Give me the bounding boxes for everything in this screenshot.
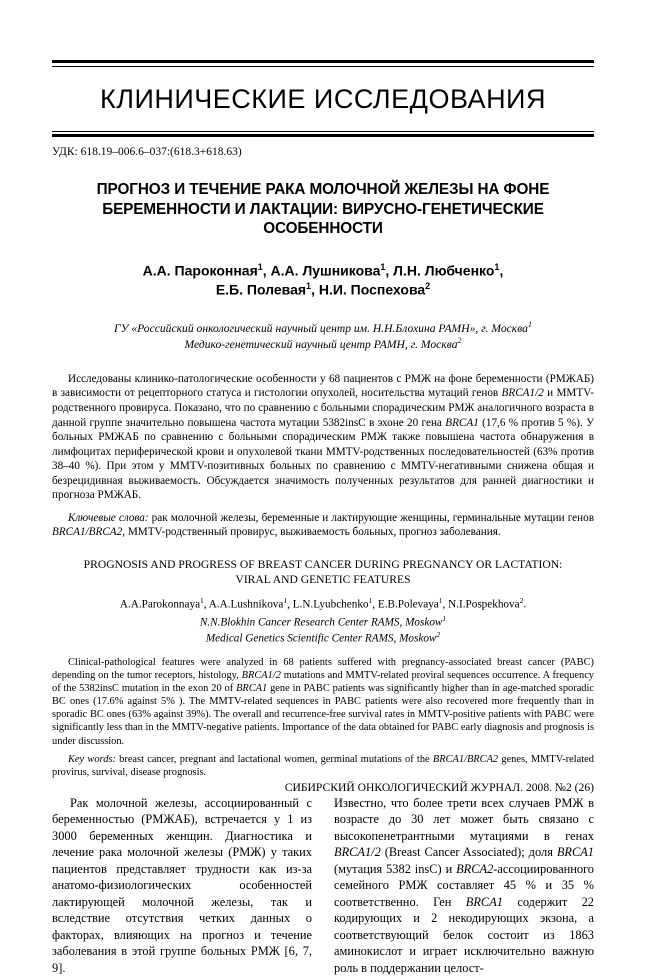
- abstract-russian: Исследованы клинико-патологические особенности у 68 пациентов с РМЖ на фоне беременности (РМЖАБ) в зависимости от рецепторного статуса и гистологии опухолей, носительства мутаций генов BRCA1/2 и MMTV-родственного провируса. Показано, что по сравнению с больными спорадическим РМЖ аналогичного возраста в данной группе значительно повышена частота мутации 5382insC в эхоне 20 гена BRCA1 (17,6 % против 5 %). У больных РМЖАБ по сравнению с больными спорадическим РМЖ также повышена частота обнаружения в лимфоцитах периферической крови и опухолевой ткани MMTV-родственных последовательностей (63% против 38–40 %). При этом у MMTV-позитивных больных по сравнению с MMTV-негативными снижена общая и безрецидивная выживаемость. Обсуждается значимость полученных результатов для ранней диагностики и прогноза РМЖАБ.: [52, 372, 594, 502]
- title-en-line-2: VIRAL AND GENETIC FEATURES: [235, 573, 411, 587]
- affiliation-line-2: Медико-генетический научный центр РАМН, г. Москва$^2$: [184, 336, 462, 352]
- article-title: ПРОГНОЗ И ТЕЧЕНИЕ РАКА МОЛОЧНОЙ ЖЕЛЕЗЫ НА ФОНЕ БЕРЕМЕННОСТИ И ЛАКТАЦИИ: ВИРУСНО-ГЕНЕТИЧЕСКИЕ ОСОБЕННОСТИ: [96, 181, 550, 238]
- authors-block: [52, 261, 594, 300]
- authors-english: A.A.Parokonnaya$^1$, A.A.Lushnikova$^1$, L.N.Lyubchenko$^1$, E.B.Polevaya$^1$, N.I.Pospekhova$^2$.: [119, 596, 527, 611]
- affiliation-block-ru: [52, 320, 594, 353]
- udc-code: УДК: 618.19–006.6–037:(618.3+618.63): [52, 146, 242, 158]
- authors-line-1: А.А. Пароконная$^1$, А.А. Лушникова$^1$, Л.Н. Любченко$^1$,: [142, 261, 504, 279]
- body-paragraph-left: Рак молочной железы, ассоциированный с беременностью (РМЖАБ), встречается у 1 из 3000 беременных женщин. Диагностика и лечение рака молочной железы (РМЖ) у таких пациентов представляет трудности как из-за анатомо-физиологических особенностей лактирующей молочной железы, так и вследствие отсутствия четких данных о факторах, влияющих на прогноз и течение заболевания в этой группе больных РМЖ [6, 7, 9].: [52, 795, 312, 975]
- keywords-english: Key words: breast cancer, pregnant and lactational women, germinal mutations of the BRCA1/BRCA2 genes, MMTV-related provirus, survival, disease prognosis.: [52, 753, 594, 778]
- body-paragraph-right: Известно, что более трети всех случаев РМЖ в возрасте до 30 лет может быть связано с высокопенетрантными мутациями в генах BRCA1/2 (Breast Cancer Associated); доля BRCA1 (мутация 5382 insC) и BRCA2-ассоциированного семейного РМЖ составляет 45 % и 35 % соответственно. Ген BRCA1 содержит 22 кодирующих и 2 некодирующих экзона, а соответствующий белок состоит из 1863 аминокислот и играет исключительно важную роль в поддержании целост-: [334, 795, 595, 975]
- top-rule-thin: [52, 66, 594, 67]
- body-columns: [52, 795, 594, 976]
- keywords-russian: Ключевые слова: рак молочной железы, беременные и лактирующие женщины, герминальные мутации генов BRCA1/BRCA2, MMTV-родственный провирус, выживаемость больных, прогноз заболевания.: [52, 511, 594, 539]
- section-title: КЛИНИЧЕСКИЕ ИССЛЕДОВАНИЯ: [100, 84, 546, 114]
- article-title-english: [52, 557, 594, 587]
- title-en-line-1: PROGNOSIS AND PROGRESS OF BREAST CANCER DURING PREGNANCY OR LACTATION:: [83, 558, 563, 572]
- body-column-right: [334, 795, 594, 976]
- page-footer: СИБИРСКИЙ ОНКОЛОГИЧЕСКИЙ ЖУРНАЛ. 2008. №2 (26): [284, 781, 594, 794]
- bottom-rule-thick: [52, 134, 594, 137]
- abstract-english: Clinical-pathological features were analyzed in 68 patients suffered with pregnancy-associated breast cancer (PABC) depending on the tumor receptors, histology, BRCA1/2 mutations and MMTV-related proviral sequences occurrence. A frequency of the 5382insC mutation in the exon 20 of BRCA1 gene in PABC patients was significantly higher than in age-matched sporadic BC ones (17.6% against 5% ). The MMTV-related sequences in PABC patients were also recovered more frequently than in sporadic BC ones (63% against 39%). The overall and recurrence-free survival rates in MMTV-positive patients with PABC were significantly less than in the MMTV-negative patients. Importance of the data obtained for PABC early diagnosis and prognosis is under discussion.: [52, 656, 595, 747]
- affiliation-block-en: [52, 614, 594, 647]
- affiliation-en-line-1: N.N.Blokhin Cancer Research Center RAMS, Moskow$^1$: [199, 613, 447, 629]
- authors-line-2: Е.Б. Полевая$^1$, Н.И. Поспехова$^2$: [215, 281, 431, 298]
- affiliation-en-line-2: Medical Genetics Scientific Center RAMS, Moskow$^2$: [205, 630, 441, 646]
- body-column-left: [52, 795, 312, 976]
- affiliation-line-1: ГУ «Российский онкологический научный центр им. Н.Н.Блохина РАМН», г. Москва$^1$: [114, 319, 532, 335]
